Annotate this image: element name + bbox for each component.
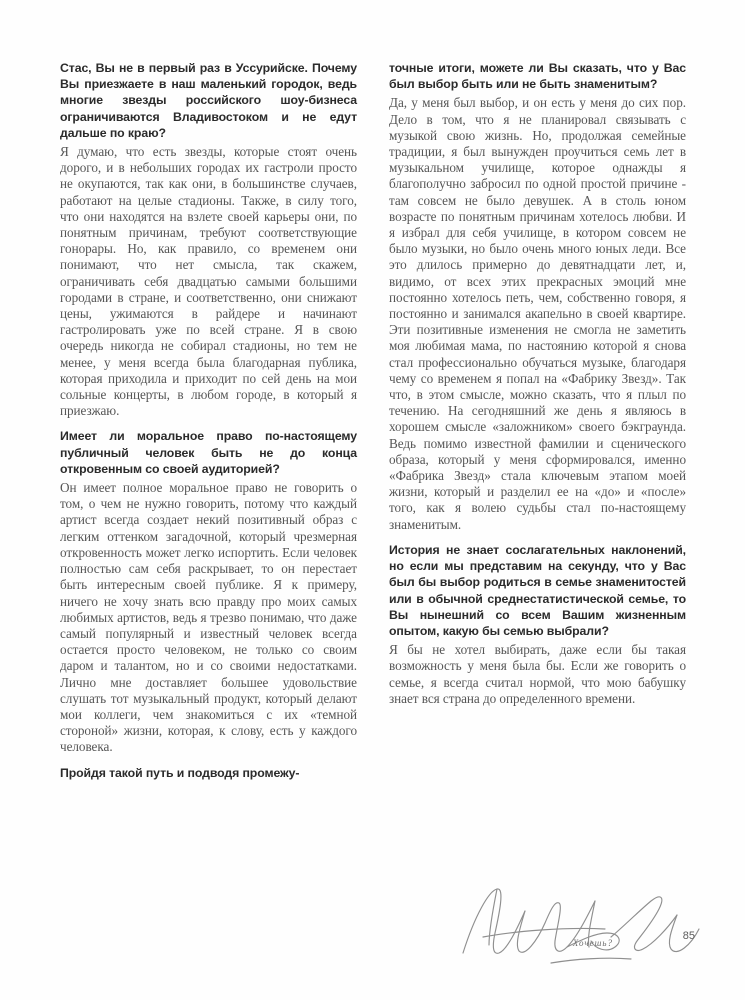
interview-question: История не знает сослагательных наклонений, но если мы представим на секунду, что у Вас был бы выбор родиться в семье знаменитостей или в обычной среднестатистической семье, то Вы нынешний со всем Вашим жизненным опытом, какую бы семью выбрали? bbox=[389, 542, 686, 638]
interview-question: Имеет ли моральное право по-настоящему публичный человек быть не до конца откровенным со своей аудиторией? bbox=[60, 429, 357, 476]
right-column bbox=[389, 60, 686, 940]
interview-question: точные итоги, можете ли Вы сказать, что у Вас был выбор быть или не быть знаменитым? bbox=[389, 61, 686, 92]
page-number: 85 bbox=[682, 930, 695, 942]
left-column bbox=[60, 60, 357, 940]
interview-answer: Он имеет полное моральное право не говорить о том, о чем не нужно говорить, потому что каждый артист всегда создает некий позитивный образ с легким оттенком загадочной, который чрезмерная откровенность может легко испортить. Если человек полностью сам себя раскрывает, то он перестает быть интересным своей публике. Я к примеру, ничего не хочу знать всю правду про моих самых любимых артистов, ведь я трезво понимаю, что даже самый популярный и известный человек всегда остается просто человеком, не только со своим даром и талантом, но и со своими недостатками. Лично мне доставляет большее удовольствие слушать тот музыкальный продукт, который делают мои коллеги, чем знакомиться с их «темной стороной» жизни, которая, к слову, есть у каждого человека. bbox=[60, 480, 357, 755]
signature-subtext: Хочешь? bbox=[572, 938, 613, 948]
interview-question: Пройдя такой путь и подводя промежу- bbox=[60, 765, 300, 780]
interview-answer: Я думаю, что есть звезды, которые стоят очень дорого, и в небольших городах их гастроли просто не окупаются, так как они, в большинстве случаев, работают на целые стадионы. Также, в силу того, что они находятся на взлете своей карьеры они, по понятным причинам, требуют соответствующие гонорары. Но, как правило, со временем они понимают, что нет смысла, так скажем, ограничивать себя двадцатью самыми большими городами в стране, и соответственно, они снижают цены, ужимаются в райдере и начинают гастролировать уже по всей стране. Я в свою очередь никогда не собирал стадионы, но тем не менее, у меня всегда была благодарная публика, которая приходила и приходит по сей день на мои сольные концерты, в любом городе, в который я приезжаю. bbox=[60, 144, 357, 419]
interview-question: Стас, Вы не в первый раз в Уссурийске. Почему Вы приезжаете в наш маленький городок, ведь многие звезды российского шоу-бизнеса ограничиваются Владивостоком и не едут дальше по краю? bbox=[60, 61, 357, 140]
interview-answer: Я бы не хотел выбирать, даже если бы такая возможность у меня была бы. Если же говорить о семье, я всегда считал нормой, что мою бабушку знает вся страна до определенного времени. bbox=[389, 642, 686, 706]
interview-answer: Да, у меня был выбор, и он есть у меня до сих пор. Дело в том, что я не планировал связывать с музыкой свою жизнь. Но, продолжая семейные традиции, я был вынужден проучиться семь лет в музыкальном училище, которое однажды я благополучно забросил по одной простой причине - там совсем не было девушек. А в столь юном возрасте по понятным причинам хотелось любви. И я избрал для себя училище, в котором совсем не было музыки, но было очень много юных леди. Все это длилось примерно до девятнадцати лет, и, видимо, от всех этих прекрасных эмоций мне постоянно хотелось петь, чем, собственно говоря, я постоянно и занимался акапельно в своей квартире. Эти позитивные изменения не смогла не заметить моя любимая мама, по настоянию которой я снова стал профессионально обучаться музыке, благодаря чему со временем я попал на «Фабрику Звезд». Так что, в этом смысле, можно сказать, что я плыл по течению. На сегодняшний же день я являюсь в хорошем смысле «заложником» своего бэкграунда. Ведь помимо известной фамилии и сценического образа, который у меня сформировался, именно «Фабрика Звезд» стала ключевым этапом моей жизни, который и разделил ее на «до» и «после» того, как я волею судьбы стал по-настоящему знаменитым. bbox=[389, 95, 686, 532]
